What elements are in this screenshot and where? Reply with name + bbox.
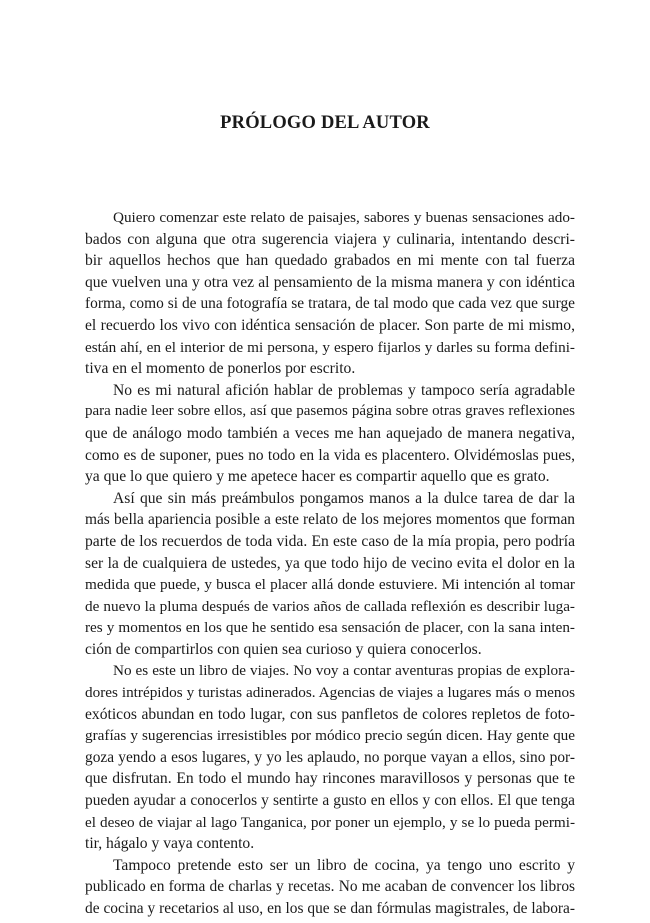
paragraph — [85, 488, 575, 661]
text-line: de nuevo la pluma después de varios años de callada reflexión es describir luga- — [85, 597, 575, 615]
text-line: exóticos abundan en todo lugar, con sus panfletos de colores repletos de foto- — [85, 705, 575, 723]
text-line: bados con alguna que otra sugerencia viajera y culinaria, intentando descri- — [85, 230, 575, 248]
text-line: grafías y sugerencias irresistibles por módico precio según dicen. Hay gente que — [85, 727, 575, 745]
text-line: ción de compartirlos con quien sea curioso y quiera conocerlos. — [85, 640, 482, 658]
text-line: el recuerdo los vivo con idéntica sensación de placer. Son parte de mi mismo, — [85, 316, 575, 334]
text-line: como es de suponer, pues no todo en la vida es placentero. Olvidémoslas pues, — [85, 446, 575, 464]
text-line: ser la de cualquiera de ustedes, ya que todo hijo de vecino evita el dolor en la — [85, 554, 575, 572]
text-line: publicado en forma de charlas y recetas. No me acaban de convencer los libros — [85, 878, 575, 896]
text-line: ya que lo que quiero y me apetece hacer es compartir aquello que es grato. — [85, 468, 550, 486]
text-line: están ahí, en el interior de mi persona, y espero fijarlos y darles su forma defini- — [85, 338, 575, 356]
text-line: bir aquellos hechos que han quedado grabados en mi mente con tal fuerza — [85, 252, 575, 270]
text-line: res y momentos en los que he sentido esa sensación de placer, con la sana inten- — [85, 619, 575, 637]
text-line: tiva en el momento de ponerlos por escrito. — [85, 360, 356, 378]
text-line: para nadie leer sobre ellos, así que pasemos página sobre otras graves reflexiones — [85, 403, 575, 420]
paragraph — [85, 855, 575, 920]
text-line: Quiero comenzar este relato de paisajes, sabores y buenas sensaciones ado- — [113, 209, 575, 226]
text-line: forma, como si de una fotografía se tratara, de tal modo que cada vez que surge — [85, 295, 575, 313]
text-line: pueden ayudar a conocerlos y sentirte a gusto en ellos y con ellos. El que tenga — [85, 792, 575, 810]
text-line: Tampoco pretende esto ser un libro de cocina, ya tengo uno escrito y — [113, 856, 575, 874]
body-text — [85, 207, 575, 920]
text-line: goza yendo a esos lugares, y yo les aplaudo, no porque vayan a ellos, sino por- — [85, 748, 575, 766]
text-line: No es mi natural afición hablar de problemas y tampoco sería agradable — [113, 381, 575, 399]
text-line: Así que sin más preámbulos pongamos manos a la dulce tarea de dar la — [113, 489, 575, 507]
text-line: el deseo de viajar al lago Tanganica, por poner un ejemplo, y se lo pueda permi- — [85, 813, 575, 831]
text-line: más bella apariencia posible a este relato de los mejores momentos que forman — [85, 511, 575, 529]
text-line: No es este un libro de viajes. No voy a contar aventuras propias de explora- — [113, 662, 575, 680]
paragraph — [85, 380, 575, 488]
chapter-title: PRÓLOGO DEL AUTOR — [220, 113, 430, 133]
text-line: parte de los recuerdos de toda vida. En este caso de la mía propia, pero podría — [85, 532, 575, 550]
paragraph — [85, 207, 575, 380]
text-line: que disfrutan. En todo el mundo hay rincones maravillosos y personas que te — [85, 770, 575, 788]
text-line: de cocina y recetarios al uso, en los que se dan fórmulas magistrales, de labora- — [85, 900, 575, 917]
text-line: medida que puede, y busca el placer allá donde estuviere. Mi intención al tomar — [85, 576, 575, 594]
text-line: dores intrépidos y turistas adinerados. Agencias de viajes a lugares más o menos — [85, 684, 575, 702]
text-line: tir, hágalo y vaya contento. — [85, 835, 255, 853]
paragraph — [85, 660, 575, 854]
text-line: que vuelven una y otra vez al pensamiento de la misma manera y con idéntica — [85, 273, 575, 291]
text-line: que de análogo modo también a veces me han aquejado de manera negativa, — [85, 424, 575, 442]
